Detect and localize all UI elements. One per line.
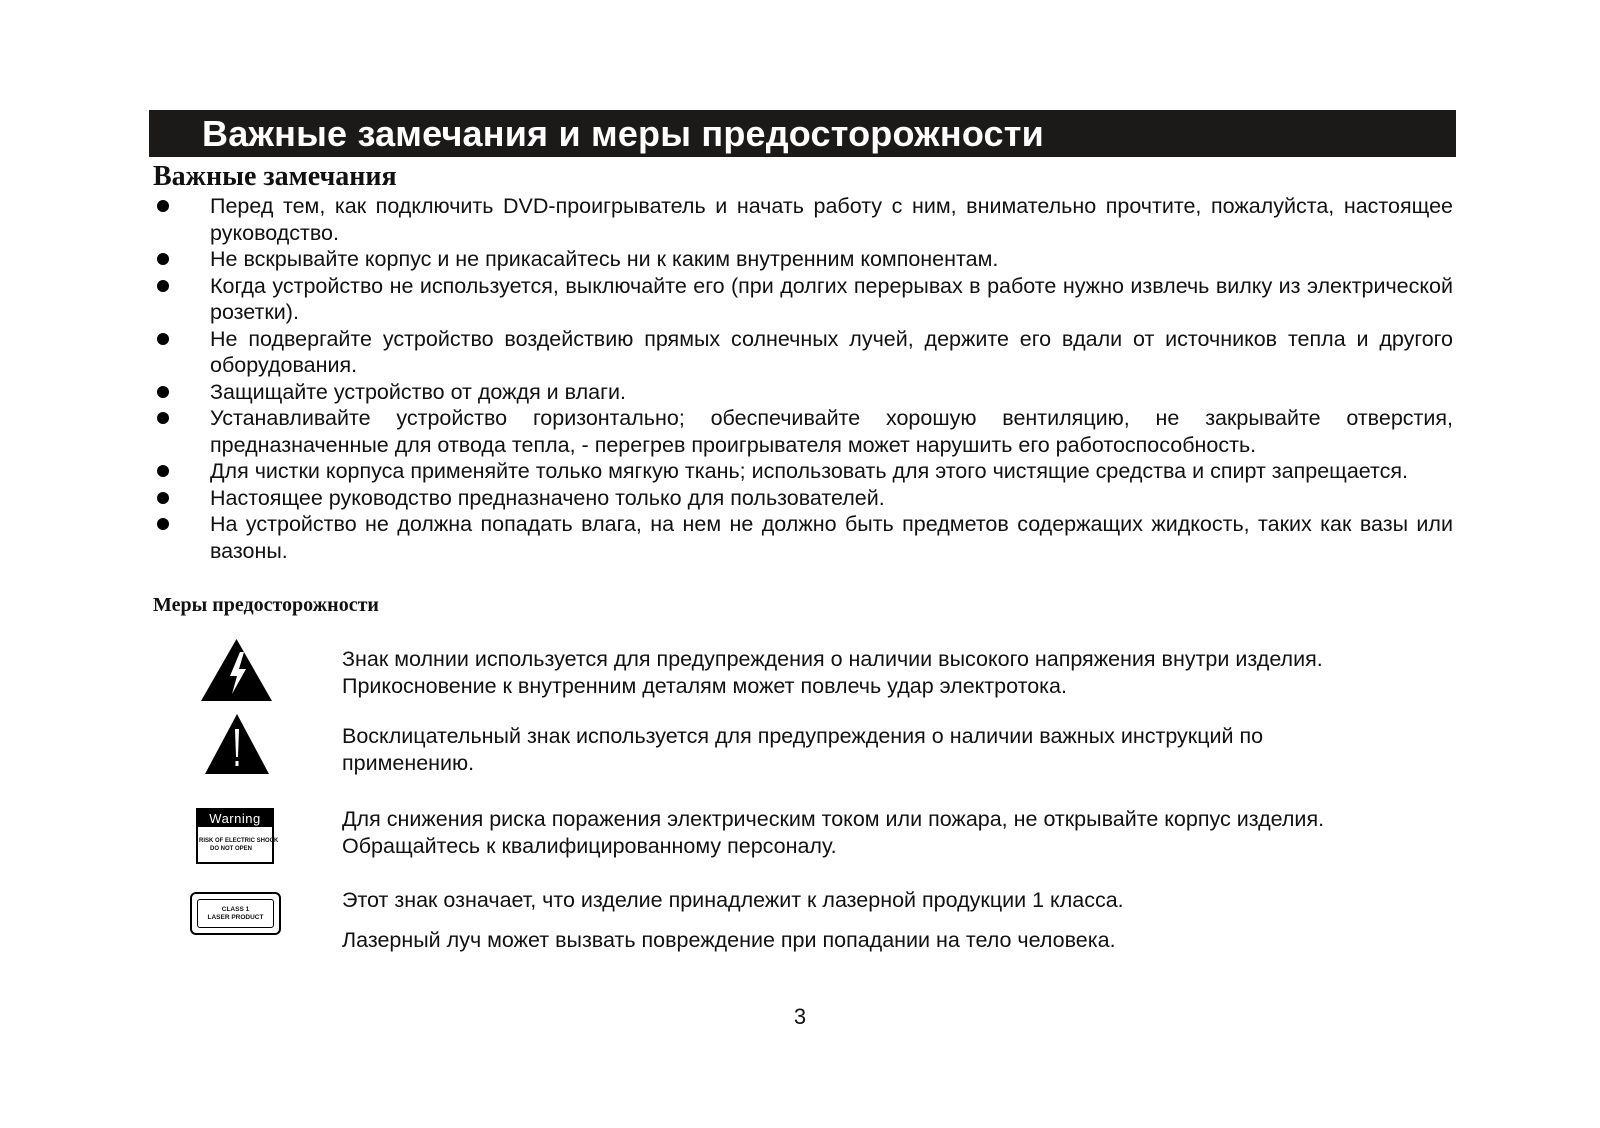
bullet-icon [157,253,169,265]
bullet-icon [157,200,169,212]
precaution-line: Знак молнии используется для предупреждения о наличии высокого напряжения внутри изделия. [342,647,1323,671]
bullet-icon [157,333,169,345]
precaution-text [342,646,1422,699]
bullet-icon [157,518,169,530]
list-item [153,458,1453,485]
precaution-line: Прикосновение к внутренним деталям может повлечь удар электротока. [342,673,1067,698]
notes-list [153,193,1453,564]
precaution-line: применению. [342,750,475,775]
laser-label-inner [197,899,274,928]
lightning-warning-icon [200,638,273,702]
list-item [153,485,1453,512]
precaution-line: Этот знак означает, что изделие принадлежит к лазерной продукции 1 класса. [342,888,1124,912]
precaution-text [342,806,1422,859]
warning-label-line: RISK OF ELECTRIC SHOCK [199,838,279,844]
bullet-icon [157,492,169,504]
notes-heading: Важные замечания [153,161,397,192]
list-item [153,193,1453,246]
note-text: Когда устройство не используется, выключайте его (при долгих перерывах в работе нужно извлечь вилку из электрической розетки). [210,273,1453,324]
precaution-line: Лазерный луч может вызвать повреждение при попадании на тело человека. [342,927,1116,952]
laser-label-line: CLASS 1 [221,905,250,913]
warning-label-line: DO NOT OPEN [210,846,253,852]
shock-warning-label [196,808,279,864]
note-text: Устанавливайте устройство горизонтально; обеспечивайте хорошую вентиляцию, не закрывайте отверстия, предназначенные для отвода тепла, - перегрев проигрывателя может нарушить его работоспособность. [210,406,1453,457]
exclamation-warning-icon [204,713,270,775]
note-text: На устройство не должна попадать влага, на нем не должно быть предметов содержащих жидкость, таких как вазы или вазоны. [210,512,1453,563]
laser-product-label [190,892,281,935]
page-title: Важные замечания и меры предосторожности [202,112,1044,154]
list-item [153,379,1453,406]
list-item [153,326,1453,379]
precaution-text [342,723,1422,776]
laser-label-line: LASER PRODUCT [207,913,264,921]
warning-label-header: Warning [198,810,272,827]
page-number: 3 [793,1004,807,1029]
note-text: Не подвергайте устройство воздействию прямых солнечных лучей, держите его вдали от источников тепла и другого оборудования. [210,326,1453,377]
note-text: Настоящее руководство предназначено только для пользователей. [210,485,885,510]
bullet-icon [157,465,169,477]
bullet-icon [157,280,169,292]
note-text: Не вскрывайте корпус и не прикасайтесь ни к каким внутренним компонентам. [210,247,999,271]
bullet-icon [157,412,169,424]
list-item [153,273,1453,326]
note-text: Перед тем, как подключить DVD-проигрыватель и начать работу с ним, внимательно прочтите, пожалуйста, настоящее руководство. [210,194,1453,245]
list-item [153,405,1453,458]
note-text: Защищайте устройство от дождя и влаги. [210,379,626,404]
note-text: Для чистки корпуса применяйте только мягкую ткань; использовать для этого чистящие средства и спирт запрещается. [210,459,1409,483]
bullet-icon [157,386,169,398]
precaution-line: Обращайтесь к квалифицированному персоналу. [342,833,837,858]
page-title-bar [149,110,1456,157]
precaution-line: Для снижения риска поражения электрическим током или пожара, не открывайте корпус изделия. [342,807,1325,831]
precaution-line: Восклицательный знак используется для предупреждения о наличии важных инструкций по [342,724,1264,748]
list-item [153,511,1453,564]
list-item [153,246,1453,273]
precautions-heading: Меры предосторожности [153,594,379,616]
precaution-text [342,887,1422,953]
